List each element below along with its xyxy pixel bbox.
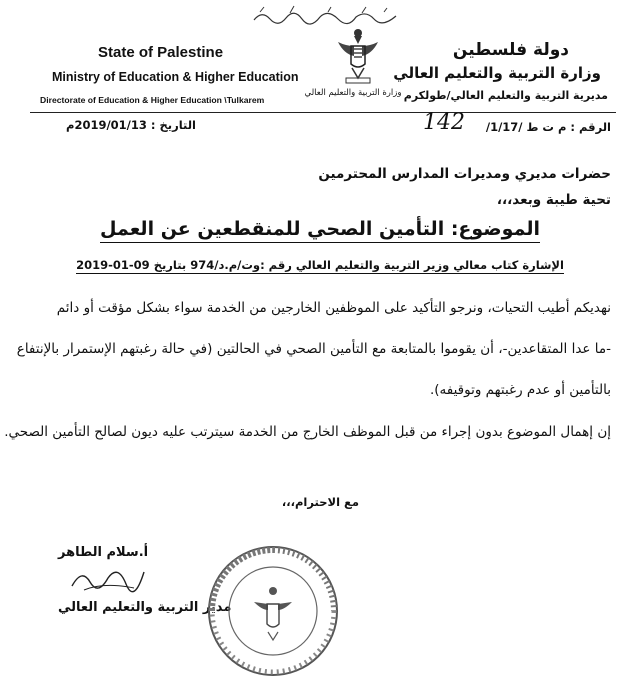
header-divider <box>30 112 616 113</box>
signatory-name: أ.سلام الطاهر <box>58 545 149 560</box>
emblem-caption: وزارة التربية والتعليم العالي <box>304 88 402 98</box>
body-paragraph-line: إن إهمال الموضوع بدون إجراء من قبل الموظف الخارج من الخدمة سيترتب عليه ديون لصالح التأمين الصحي. <box>4 424 611 440</box>
en-directorate-name: Directorate of Education & Higher Education \Tulkarem <box>40 95 265 105</box>
eagle-emblem-icon <box>336 24 380 86</box>
basmala <box>250 4 400 26</box>
subject-text: الموضوع: التأمين الصحي للمنقطعين عن العمل <box>100 218 540 243</box>
en-state-name: State of Palestine <box>98 44 224 61</box>
body-paragraph-line: نهديكم أطيب التحيات، ونرجو التأكيد على الموظفين الخارجين من الخدمة سواء بشكل مؤقت أو دائم <box>56 300 611 316</box>
ar-directorate-name: مديرية التربية والتعليم العالي/طولكرم <box>403 89 608 102</box>
signatory-title: مدير التربية والتعليم العالي <box>58 600 232 615</box>
date-label: التاريخ : 2019/01/13م <box>66 118 196 132</box>
en-ministry-name: Ministry of Education & Higher Education <box>52 70 299 84</box>
reference-note <box>40 258 600 272</box>
body-paragraph-line: -ما عدا المتقاعدين-، أن يقوموا بالمتابعة مع التأمين الصحي في الحالتين (في حالة رغبتهم الإستمرار بالإنتفاع <box>16 341 611 357</box>
ar-state-name: دولة فلسطين <box>452 40 569 60</box>
basmala-calligraphy <box>250 4 400 26</box>
ar-ministry-name: وزارة التربية والتعليم العالي <box>393 64 601 82</box>
reference-number-handwritten: 142 <box>423 110 465 135</box>
subject-heading <box>40 218 600 240</box>
reference-note-text: الإشارة كتاب معالي وزير التربية والتعليم العالي رقم :وت/م.د/974 بتاريخ 09-01-2019 <box>76 258 564 272</box>
recipient-line: حضرات مديري ومديرات المدارس المحترمين <box>318 166 611 182</box>
greeting-line: تحية طيبة وبعد،،، <box>496 192 611 208</box>
body-paragraph-line: بالتأمين أو عدم رغبتهم وتوقيفه). <box>429 382 611 398</box>
handwritten-signature <box>68 560 146 596</box>
official-stamp <box>206 544 340 678</box>
reference-label: الرقم : م ت ط /1/17/ <box>485 120 611 134</box>
closing-line: مع الاحترام،،، <box>281 495 359 509</box>
